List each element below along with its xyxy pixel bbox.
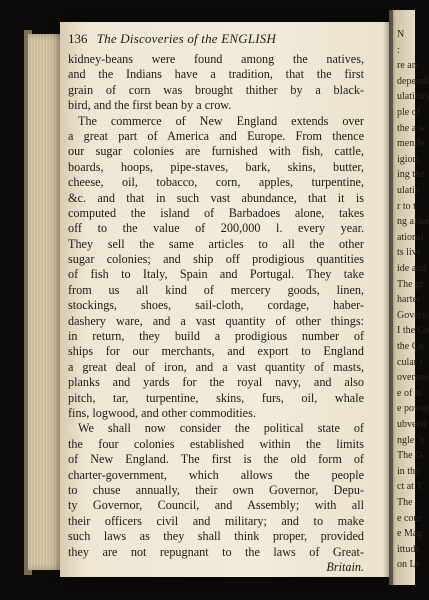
- facing-page-fragment: dependi: [397, 75, 429, 87]
- facing-page-fragment: ngle, b: [397, 434, 425, 446]
- facing-page-fragment: mentle: [397, 138, 425, 150]
- facing-page-fragment: in the: [397, 465, 420, 477]
- facing-page-fragment: ing the: [397, 169, 425, 181]
- text-line: and the Indians have a tradition, that the first: [68, 67, 364, 82]
- facing-page-fragment: ittude,: [397, 543, 423, 555]
- text-line: ships for our merchants, and export to England: [68, 344, 364, 359]
- text-line: grain of corn was brought thither by a black-: [68, 82, 364, 97]
- text-line: They sell the same articles to all the other: [68, 236, 364, 251]
- facing-page-fragment: I the Co: [397, 325, 429, 337]
- facing-page-fragment: on Le: [397, 559, 421, 571]
- text-line: to chuse annually, their own Governor, Depu-: [68, 482, 364, 497]
- text-line: bird, and the first bean by a crow.: [68, 98, 232, 113]
- facing-page-fragment: r to t: [397, 200, 416, 212]
- text-line: our sugar colonies are furnished with fish, cattle,: [68, 144, 364, 159]
- text-line: stockings, shoes, sail-cloth, cordage, haber-: [68, 298, 364, 313]
- facing-page-fragment: The gr: [397, 278, 424, 290]
- text-line: their officers civil and military; and to make: [68, 513, 364, 528]
- text-line: in return, they build a prodigious number of: [68, 329, 364, 344]
- facing-page-fragment: e cour: [397, 512, 422, 524]
- text-line: fins, logwood, and other commodities.: [68, 405, 256, 420]
- facing-page-fragment: The: [397, 497, 413, 508]
- facing-page-fragment: The G: [397, 450, 423, 462]
- text-line: planks and yards for the royal navy, and also: [68, 375, 364, 390]
- paragraph-start: The commerce of New England extends over: [78, 113, 364, 128]
- text-line: from us all kind of mercery goods, linen,: [68, 282, 364, 297]
- catchword: Britain.: [326, 559, 364, 574]
- text-line: off to the value of 200,000 l. every year.: [68, 221, 364, 236]
- facing-page-fragment: ulatio: [397, 185, 420, 196]
- facing-page-fragment: Govern: [397, 309, 427, 321]
- text-line: the four colonies established within the limits: [68, 436, 364, 451]
- facing-page-fragment: ubversi: [397, 419, 427, 430]
- facing-page-fragment: N: [397, 29, 405, 40]
- body-text: [68, 52, 364, 575]
- text-line: ty Governor, Council, and Assembly; with all: [68, 498, 364, 513]
- facing-page-fragment: :: [397, 44, 400, 56]
- facing-page-fragment: harter: [397, 294, 421, 306]
- text-line: such laws as they shall think proper, provided: [68, 529, 364, 544]
- facing-page-fragment: the a w: [397, 122, 426, 134]
- facing-page-fragment: ulations: [397, 91, 429, 103]
- facing-page-fragment: e of hi: [397, 387, 423, 399]
- text-line: computed the island of Barbadoes alone, takes: [68, 205, 364, 220]
- text-line: pitch, tar, turpentine, skins, furs, oil, whale: [68, 390, 364, 405]
- facing-page-fragment: e Mag: [397, 528, 423, 540]
- running-header: [68, 31, 368, 47]
- facing-page-fragment: ple of: [397, 107, 421, 118]
- book-page: [60, 22, 390, 577]
- running-title: The Discoveries of the ENGLISH: [96, 31, 277, 46]
- text-line: dashery ware, and a vast quantity of other things:: [68, 313, 364, 328]
- facing-page-fragment: the Co: [397, 341, 424, 352]
- text-line: charter-government, which allows the people: [68, 467, 364, 482]
- text-line: &c. and that in such vast abundance, that it is: [68, 190, 364, 205]
- facing-page-fragment: ationsl: [397, 231, 424, 243]
- text-line: a great part of America and Europe. From thence: [68, 128, 364, 143]
- facing-page-fragment: ide and: [397, 263, 427, 274]
- text-line: cheese, oil, tobacco, corn, apples, turpentine,: [68, 175, 364, 190]
- facing-page-fragment: ct at T: [397, 481, 423, 493]
- text-line: of New England. The first is the old form of: [68, 452, 364, 467]
- facing-page-fragment: re are: [397, 60, 420, 72]
- text-line: a great deal of iron, and a vast quantity of masts,: [68, 359, 364, 374]
- facing-page-fragment: e power: [397, 403, 429, 415]
- facing-page-fragment: cular i: [397, 356, 423, 368]
- facing-page-fragment: igion;: [397, 153, 421, 165]
- facing-page-fragment: overnor: [397, 372, 429, 384]
- facing-page-fragment: ts live: [397, 247, 422, 259]
- text-line: of fish to Italy, Spain and Portugal. They take: [68, 267, 364, 282]
- page-number: 136: [68, 31, 88, 46]
- paragraph-start: We shall now consider the political state of: [78, 421, 364, 436]
- gutter-shadow: [383, 10, 393, 585]
- text-line: sugar colonies; and ship off prodigious quantities: [68, 252, 364, 267]
- text-line: kidney-beans were found among the natives,: [68, 52, 364, 66]
- facing-page-fragment: ng alike: [397, 216, 429, 228]
- text-line: boards, hoops, pipe-staves, bark, skins, butter,: [68, 159, 364, 174]
- text-line: they are not repugnant to the laws of Great-: [68, 544, 364, 559]
